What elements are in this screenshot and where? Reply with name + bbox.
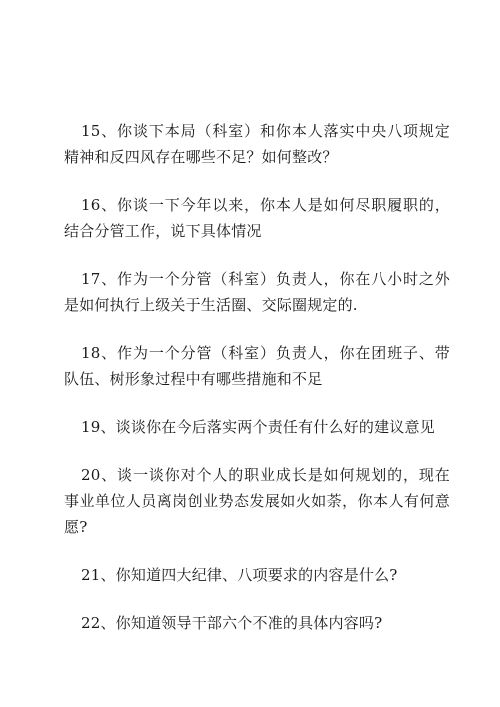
question-22: 22、你知道领导干部六个不准的具体内容吗? bbox=[81, 614, 383, 632]
question-17: 17、作为一个分管（科室）负责人，你在八小时之外是如何执行上级关于生活圈、交际圈规定的. bbox=[64, 270, 450, 314]
question-16: 16、你谈一下今年以来，你本人是如何尽职履职的，结合分管工作，说下具体情况 bbox=[64, 196, 450, 240]
question-18: 18、作为一个分管（科室）负责人，你在团班子、带队伍、树形象过程中有哪些措施和不足 bbox=[64, 344, 450, 388]
question-19: 19、谈谈你在今后落实两个责任有什么好的建议意见 bbox=[81, 418, 435, 436]
question-20: 20、谈一谈你对个人的职业成长是如何规划的，现在事业单位人员离岗创业势态发展如火如荼，你本人有何意愿? bbox=[64, 466, 450, 536]
question-21: 21、你知道四大纪律、八项要求的内容是什么? bbox=[81, 566, 398, 584]
question-15: 15、你谈下本局（科室）和你本人落实中央八项规定精神和反四风存在哪些不足？如何整改？ bbox=[64, 122, 450, 166]
